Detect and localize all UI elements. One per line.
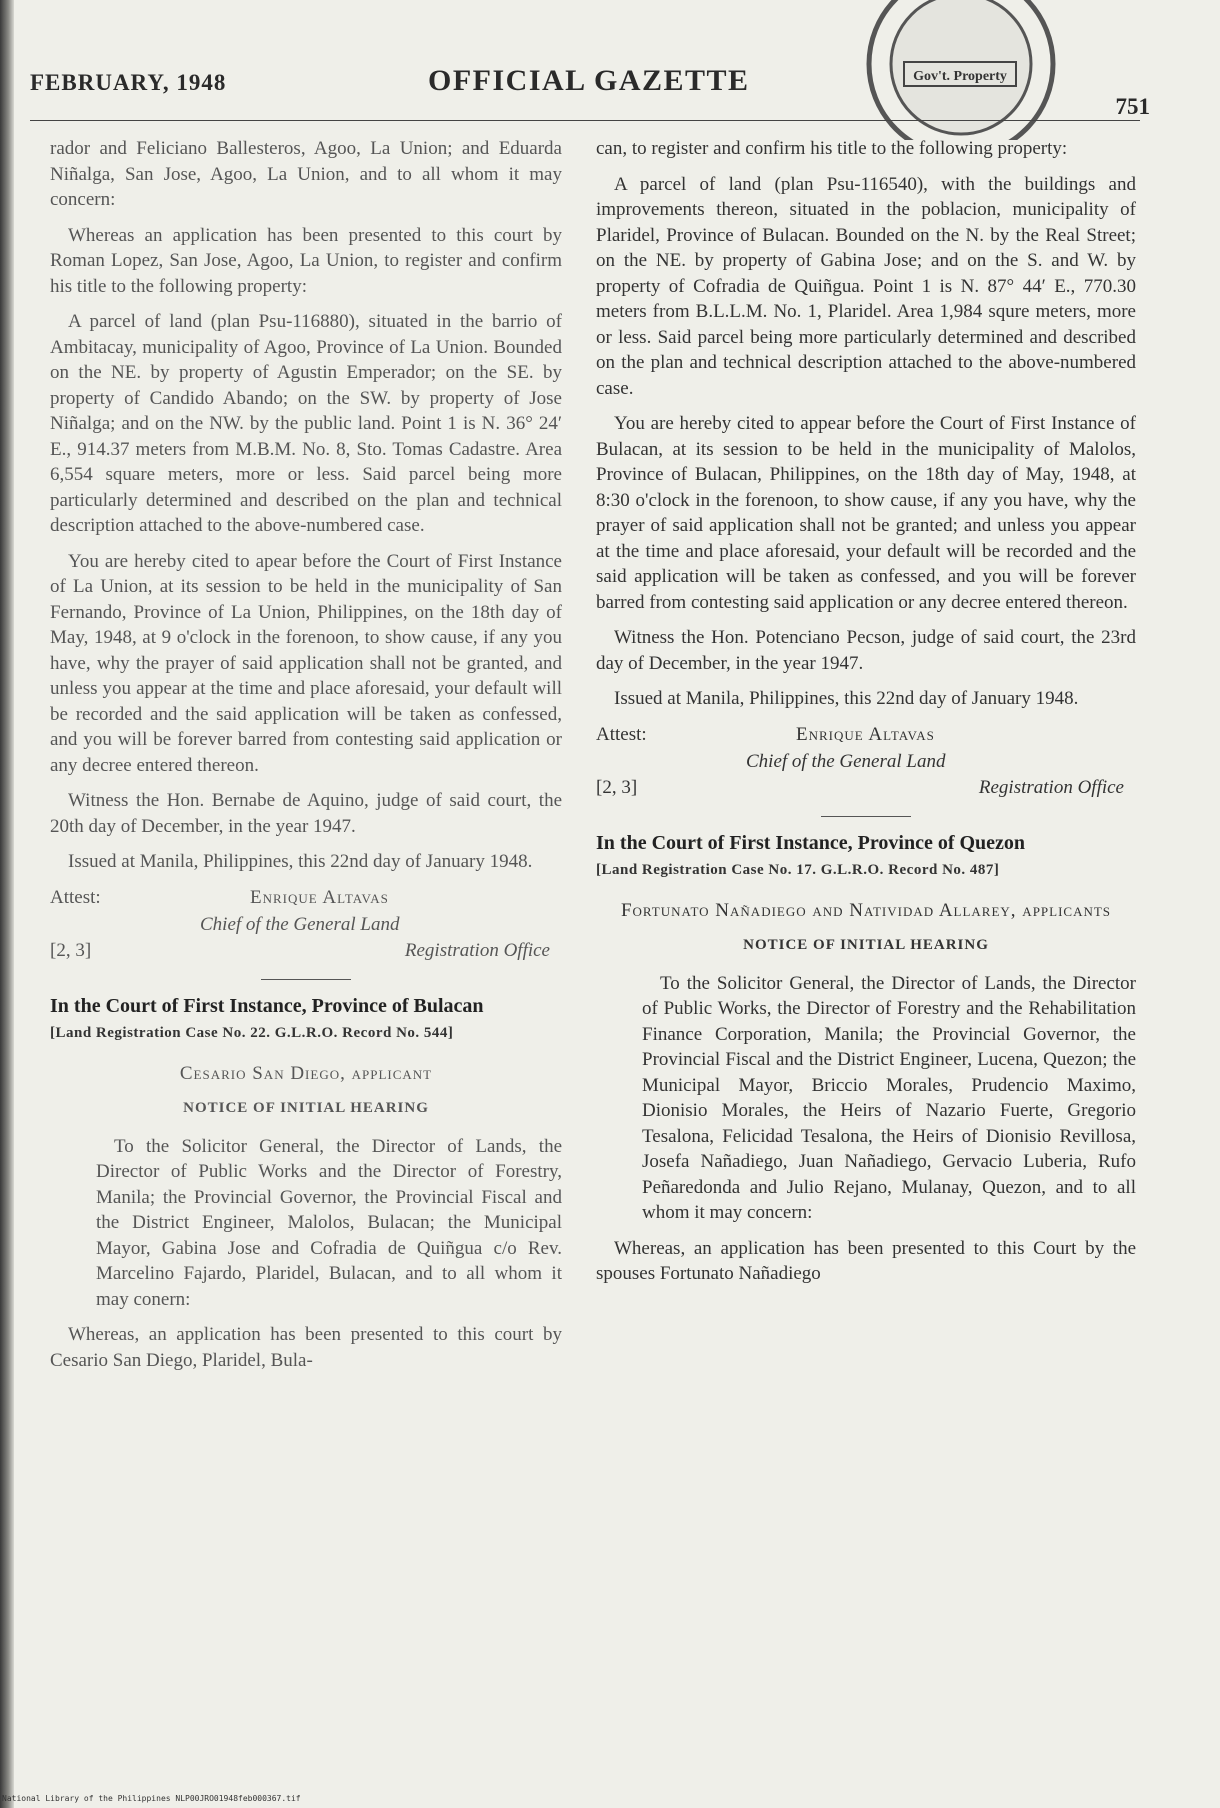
left-column <box>50 136 562 1383</box>
case-reference-quezon: [Land Registration Case No. 17. G.L.R.O. Record No. 487] <box>596 862 1000 878</box>
left-paragraph-2: Whereas an application has been presented to this court by Roman Lopez, San Jose, Agoo, La Union, to register and confirm his title to the following property: <box>50 224 562 297</box>
right-paragraph-3: You are hereby cited to appear before the Court of First Instance of Bulacan, at its session to be held in the municipality of Malolos, Province of Bulacan, Philippines, on the 18th day of May, 1948, at 8:30 o'clock in the forenoon, to show cause, if any you have, why the prayer of said application shall not be granted; and unless you appear at the time and place aforesaid, your default will be recorded and the said application will be taken as confessed, and you will be forever barred from contesting said application or any decree entered thereon. <box>596 413 1136 613</box>
whereas-quezon: Whereas, an application has been presented to this Court by the spouses Fortunato Nañadiego <box>596 1237 1136 1284</box>
scan-footer-caption: National Library of the Philippines NLP00JRO01948feb000367.tif <box>2 1794 301 1803</box>
court-heading-quezon: In the Court of First Instance, Province of Quezon <box>596 831 1026 854</box>
notice-heading-bulacan: NOTICE OF INITIAL HEARING <box>183 1100 429 1116</box>
header-title: OFFICIAL GAZETTE <box>428 64 750 97</box>
left-paragraph-5: Witness the Hon. Bernabe de Aquino, judge of said court, the 20th day of December, in the year 1947. <box>50 790 562 837</box>
attest-name: Enrique Altavas <box>250 886 389 908</box>
section-separator <box>261 979 351 980</box>
attest-name: Enrique Altavas <box>796 723 935 745</box>
applicants-names-quezon: Fortunato Nañadiego and Natividad Allarey, applicants <box>620 899 1112 921</box>
attest-reference: [2, 3] <box>596 776 638 798</box>
section-separator <box>821 816 911 817</box>
case-reference-bulacan: [Land Registration Case No. 22. G.L.R.O. Record No. 544] <box>50 1025 454 1041</box>
attest-title-line1: Chief of the General Land <box>200 913 400 935</box>
addressees-bulacan: To the Solicitor General, the Director of Lands, the Director of Public Works and the Director of Forestry, Manila; the Provincial Governor, the Provincial Fiscal and the District Engineer, Malolos, Bulacan; the Municipal Mayor, Gabina Jose and Cofradia de Quiñgua c/o Rev. Marcelino Fajardo, Plaridel, Bulacan, and to all whom it may conern: <box>96 1135 562 1310</box>
left-attest-block <box>50 885 562 967</box>
whereas-bulacan: Whereas, an application has been presented to this court by Cesario San Diego, Plaridel, Bula- <box>50 1324 562 1371</box>
stamp-label: Gov't. Property <box>913 69 1007 84</box>
header-date: FEBRUARY, 1948 <box>30 70 227 95</box>
notice-heading-quezon: NOTICE OF INITIAL HEARING <box>743 937 989 953</box>
right-paragraph-5: Issued at Manila, Philippines, this 22nd day of January 1948. <box>614 688 1079 709</box>
right-paragraph-1: can, to register and confirm his title to the following property: <box>596 138 1068 159</box>
attest-label: Attest: <box>50 886 101 908</box>
page-number: 751 <box>1115 94 1150 119</box>
attest-reference: [2, 3] <box>50 939 92 961</box>
addressees-quezon: To the Solicitor General, the Director of Lands, the Director of Public Works, the Director of Forestry and the Rehabilitation Finance Corporation, Manila; the Provincial Governor, the Provincial Fiscal and the District Engineer, Lucena, Quezon; the Municipal Mayor, Briccio Morales, Prudencio Maximo, Dionisio Morales, the Heirs of Nazario Fuerte, Gregorio Tesalona, Felicidad Tesalona, the Heirs of Dionisio Revillosa, Josefa Nañadiego, Juan Nañadiego, Gervacio Luberia, Rufo Peñaredonda and Julio Rejano, Mulanay, Quezon, and to all whom it may concern: <box>642 972 1136 1223</box>
left-paragraph-3: A parcel of land (plan Psu-116880), situated in the barrio of Ambitacay, municipality of Agoo, Province of La Union. Bounded on the NE. by property of Agustin Emperador; on the SE. by property of Candido Abando; on the SW. by property of Jose Niñalga; and on the NW. by the public land. Point 1 is N. 36° 24′ E., 914.37 meters from M.B.M. No. 8, Sto. Tomas Cadastre. Area 6,554 square meters, more or less. Said parcel being more particularly determined and described on the plan and technical description attached to the above-numbered case. <box>50 311 562 536</box>
library-seal-stamp <box>856 0 1066 140</box>
right-paragraph-2: A parcel of land (plan Psu-116540), with the buildings and improvements thereon, situated in the poblacion, municipality of Plaridel, Province of Bulacan. Bounded on the N. by the Real Street; on the NE. by property of Gabina Jose; and on the S. and W. by property of Cofradia de Quiñgua. Point 1 is N. 87° 44′ E., 770.30 meters from B.L.L.M. No. 1, Plaridel. Area 1,984 squre meters, more or less. Said parcel being more particularly determined and described on the plan and technical description attached to the above-numbered case. <box>596 173 1136 399</box>
attest-title-line2: Registration Office <box>404 939 550 961</box>
attest-title-line1: Chief of the General Land <box>746 750 946 772</box>
left-paragraph-4: You are hereby cited to apear before the Court of First Instance of La Union, at its session to be held in the municipality of San Fernando, Province of La Union, Philippines, on the 18th day of May, 1948, at 9 o'clock in the forenoon, to show cause, if any you have, why the prayer of said application shall not be granted, and unless you appear at the time and place aforesaid, your default will be recorded and the said application will be taken as confessed, and you will be forever barred from contesting said application or any decree entered thereon. <box>50 550 562 776</box>
left-paragraph-1: rador and Feliciano Ballesteros, Agoo, La Union; and Eduarda Niñalga, San Jose, Agoo, La Union, and to all whom it may concern: <box>50 138 562 210</box>
header-rule <box>30 120 1140 121</box>
court-heading-bulacan: In the Court of First Instance, Province of Bulacan <box>50 994 484 1017</box>
right-column <box>596 136 1136 1297</box>
left-paragraph-6: Issued at Manila, Philippines, this 22nd day of January 1948. <box>68 851 533 872</box>
attest-title-line2: Registration Office <box>978 776 1124 798</box>
book-binding-edge <box>0 0 14 1808</box>
right-paragraph-4: Witness the Hon. Potenciano Pecson, judge of said court, the 23rd day of December, in the year 1947. <box>596 627 1136 674</box>
right-attest-block <box>596 722 1136 804</box>
applicant-name-bulacan: Cesario San Diego, applicant <box>179 1062 433 1084</box>
attest-label: Attest: <box>596 723 647 745</box>
